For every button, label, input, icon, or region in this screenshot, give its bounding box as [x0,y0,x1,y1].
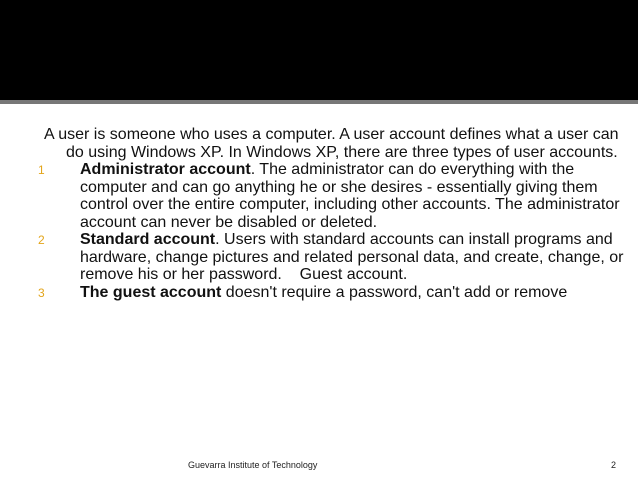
list-number: 2 [38,233,45,247]
header-band [0,0,638,100]
intro-paragraph: A user is someone who uses a computer. A user account defines what a user can do using Windows XP. In Windows XP, there are three types of user accounts. [44,126,619,161]
list-item-standard [38,231,634,284]
list-item-text: . The administrator can do everything with the computer and can go anything he or she desires - essentially giving them control over the entire computer, including other accounts. The administrator account can never be disabled or deleted. [80,161,620,231]
list-item-term: Administrator account [80,161,251,178]
list-item-administrator [38,161,634,231]
list-item-text: doesn't require a password, can't add or remove [221,283,568,301]
list-number: 1 [38,163,45,177]
footer-institution: Guevarra Institute of Technology [188,460,318,470]
list-item-text: . Users with standard accounts can install programs and hardware, change pictures and related personal data, and create, change, or remove his or her password. Guest account. [80,231,624,283]
list-number: 3 [38,285,45,300]
list-item-guest [38,283,634,302]
list-item-term: Standard account [80,231,216,248]
list-item-term: The guest account [80,283,222,301]
header-divider [0,100,638,104]
page-number: 2 [611,460,617,470]
slide-body [38,126,634,301]
